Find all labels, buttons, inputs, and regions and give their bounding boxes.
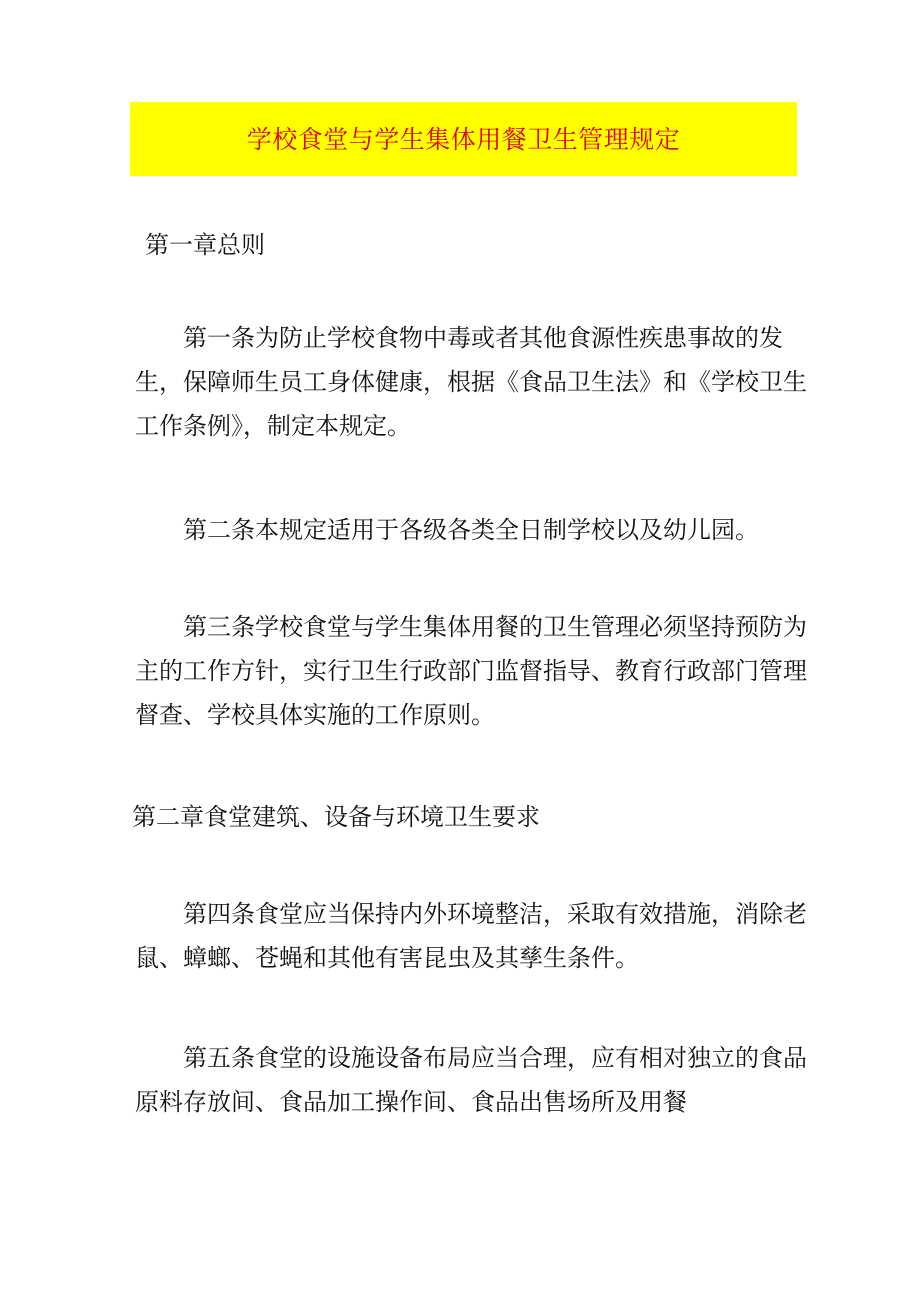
- article-2: 第二条本规定适用于各级各类全日制学校以及幼儿园。: [183, 516, 759, 544]
- title-band: [130, 102, 797, 176]
- chapter-heading-1: 第一章总则: [145, 231, 265, 259]
- chapter-heading-2: 第二章食堂建筑、设备与环境卫生要求: [132, 803, 540, 831]
- document-title: 学校食堂与学生集体用餐卫生管理规定: [246, 124, 681, 154]
- article-5: 第五条食堂的设施设备布局应当合理，应有相对独立的食品原料存放间、食品加工操作间、食品出售场所及用餐: [135, 1044, 807, 1116]
- article-3: 第三条学校食堂与学生集体用餐的卫生管理必须坚持预防为主的工作方针，实行卫生行政部门监督指导、教育行政部门管理督查、学校具体实施的工作原则。: [135, 613, 807, 729]
- article-1: 第一条为防止学校食物中毒或者其他食源性疾患事故的发生，保障师生员工身体健康，根据《食品卫生法》和《学校卫生工作条例》，制定本规定。: [135, 324, 807, 440]
- article-4: 第四条食堂应当保持内外环境整洁，采取有效措施，消除老鼠、蟑螂、苍蝇和其他有害昆虫及其孳生条件。: [135, 900, 807, 972]
